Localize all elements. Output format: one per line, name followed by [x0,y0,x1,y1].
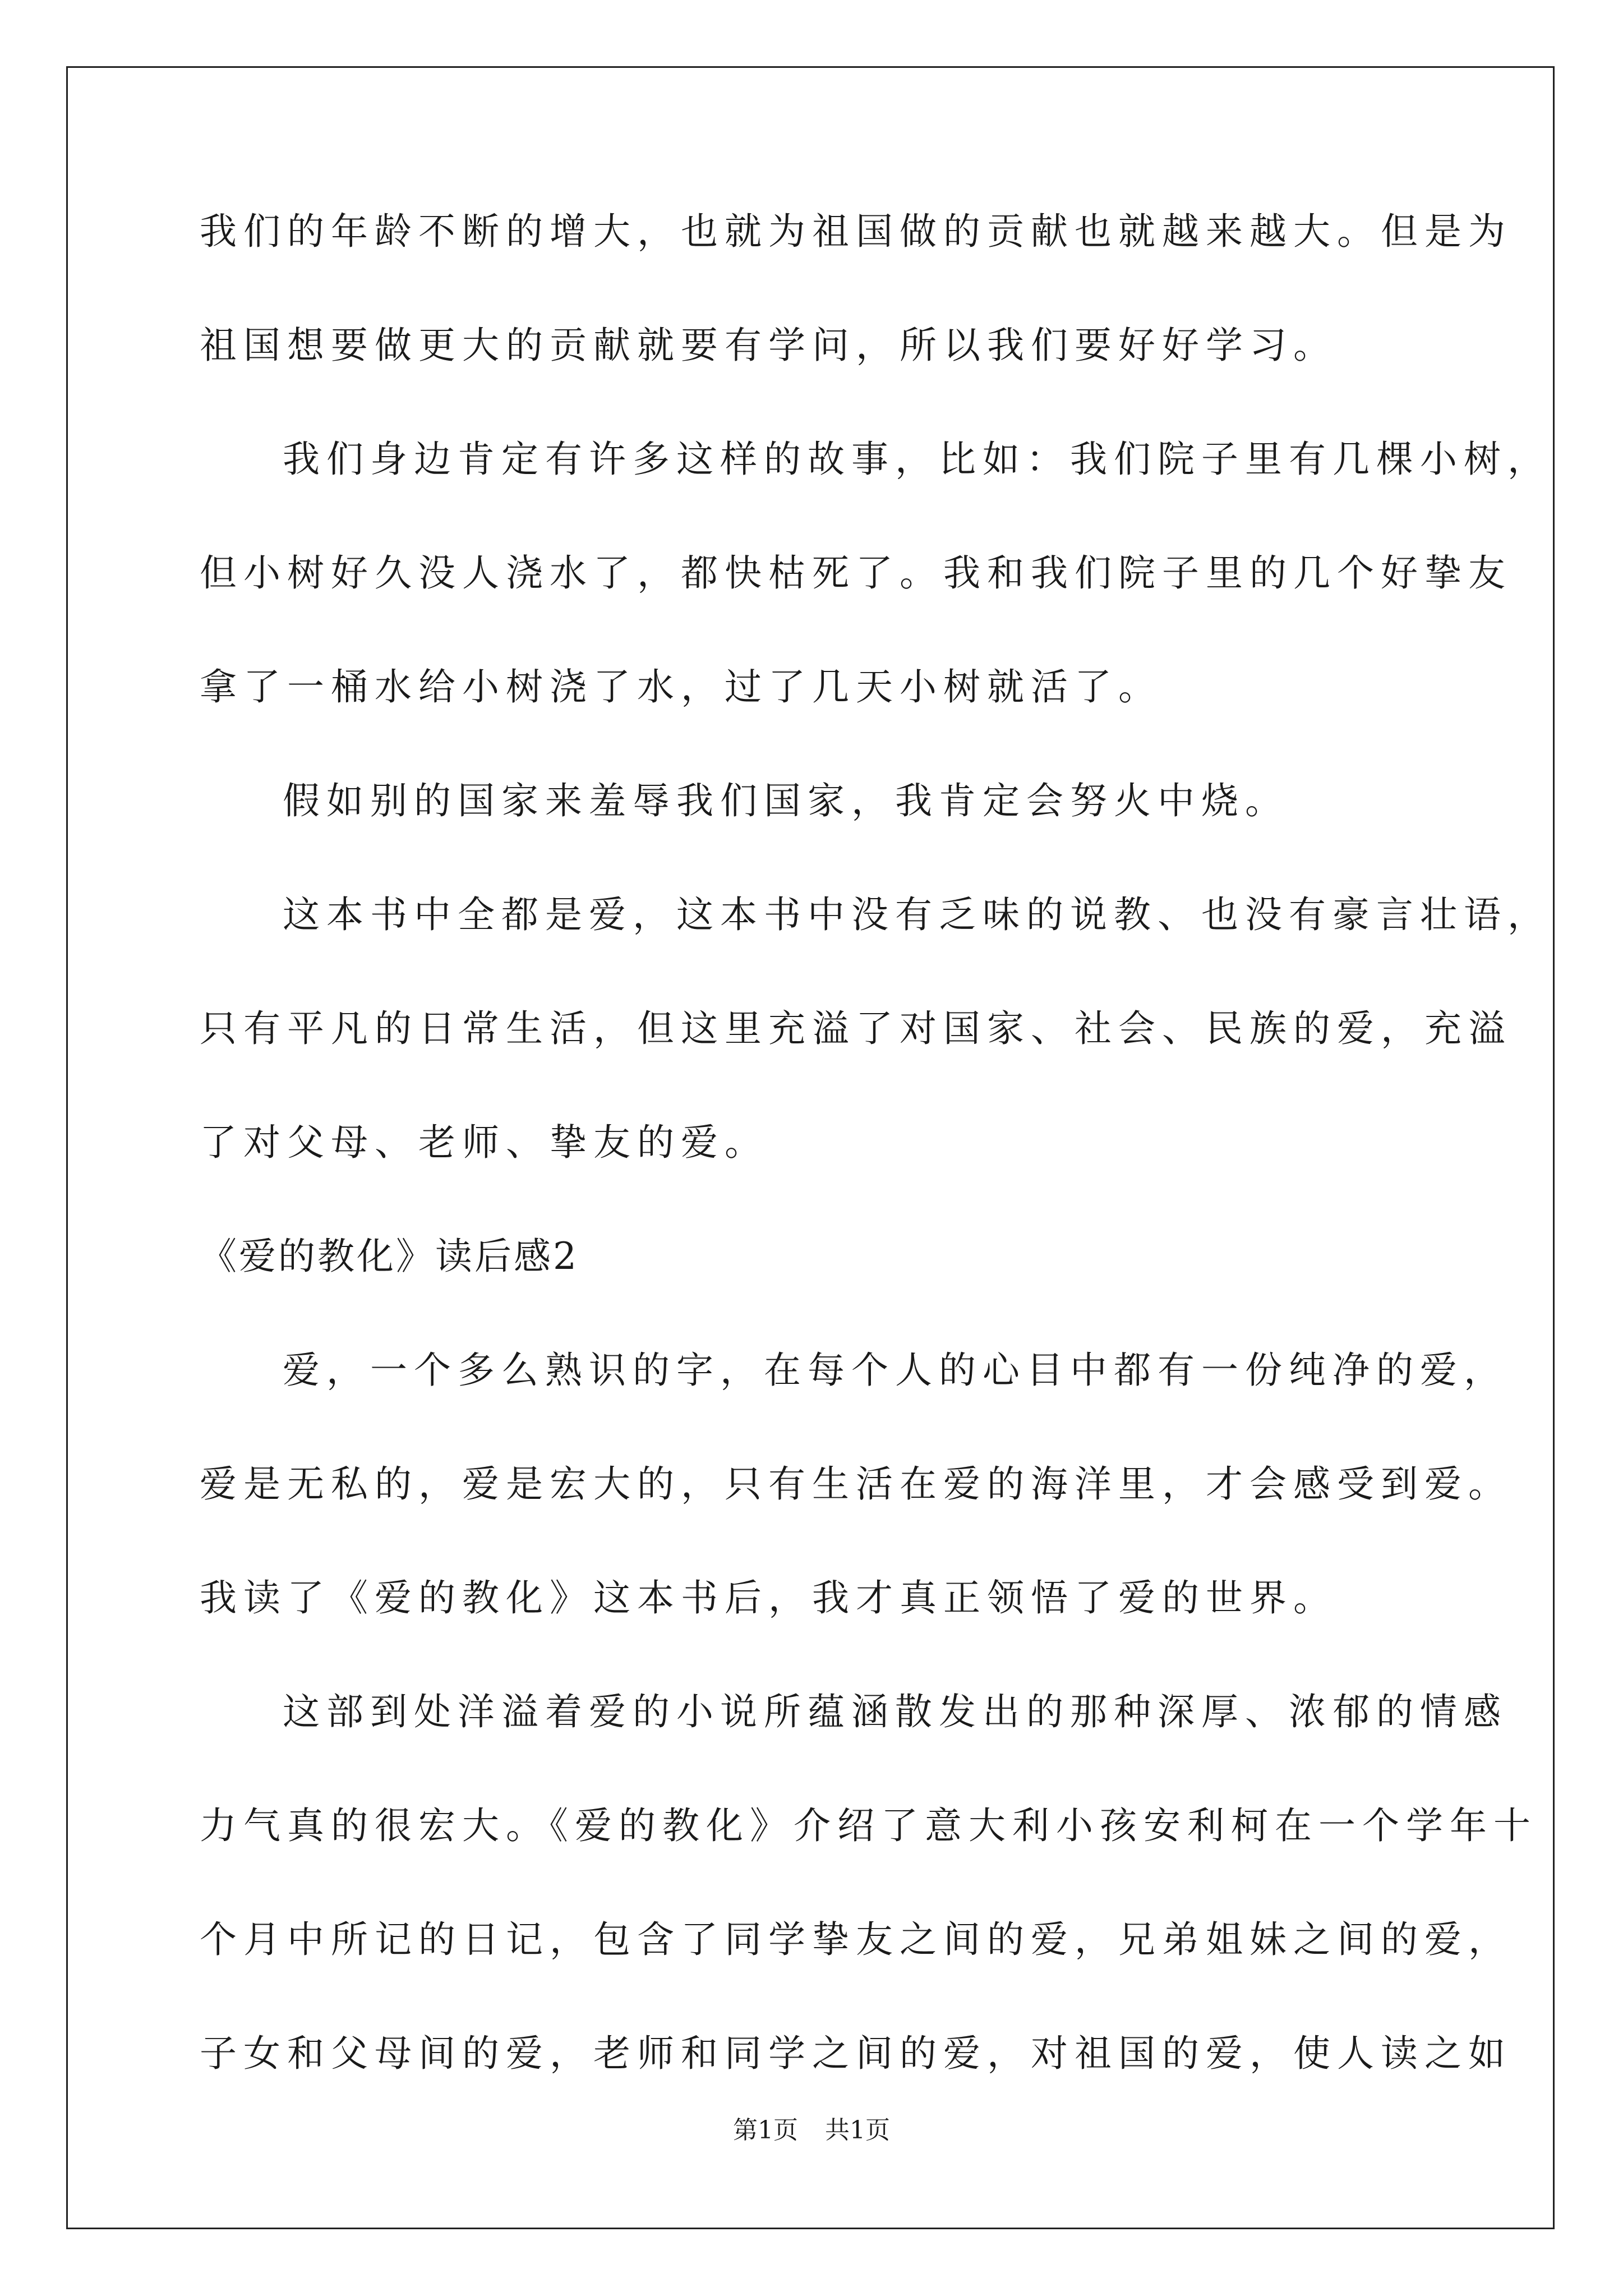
page-footer [0,2118,1623,2143]
text-line: 子女和父母间的爱，老师和同学之间的爱，对祖国的爱，使人读之如 [200,2032,1512,2075]
document-body [200,210,1551,2149]
text-line: 爱，一个多么熟识的字，在每个人的心目中都有一份纯净的爱， [283,1349,1507,1392]
text-line: 只有平凡的日常生活，但这里充溢了对国家、社会、民族的爱，充溢 [200,1007,1512,1050]
text-line: 个月中所记的日记，包含了同学挚友之间的爱，兄弟姐妹之间的爱， [200,1918,1512,1961]
text-line: 我读了《爱的教化》这本书后，我才真正领悟了爱的世界。 [200,1576,1337,1619]
text-line: 我们的年龄不断的增大，也就为祖国做的贡献也就越来越大。但是为 [200,210,1512,253]
section-heading: 《爱的教化》读后感2 [200,1235,579,1278]
text-line: 了对父母、老师、挚友的爱。 [200,1121,768,1164]
text-line: 假如别的国家来羞辱我们国家，我肯定会努火中烧。 [283,779,1289,822]
text-line: 我们身边肯定有许多这样的故事，比如：我们院子里有几棵小树， [283,438,1551,481]
text-line: 拿了一桶水给小树浇了水，过了几天小树就活了。 [200,665,1162,708]
page-number-current: 第1页 [733,2116,798,2145]
text-line: 这本书中全都是爱，这本书中没有乏味的说教、也没有豪言壮语， [283,893,1551,936]
text-line: 力气真的很宏大。《爱的教化》介绍了意大利小孩安利柯在一个学年十 [200,1804,1537,1847]
text-line: 这部到处洋溢着爱的小说所蕴涵散发出的那种深厚、浓郁的情感 [283,1690,1507,1733]
page-number-total: 共1页 [825,2116,890,2145]
text-line: 祖国想要做更大的贡献就要有学问，所以我们要好好学习。 [200,324,1337,367]
text-line: 爱是无私的，爱是宏大的，只有生活在爱的海洋里，才会感受到爱。 [200,1462,1512,1506]
text-line: 但小树好久没人浇水了，都快枯死了。我和我们院子里的几个好挚友 [200,551,1512,595]
